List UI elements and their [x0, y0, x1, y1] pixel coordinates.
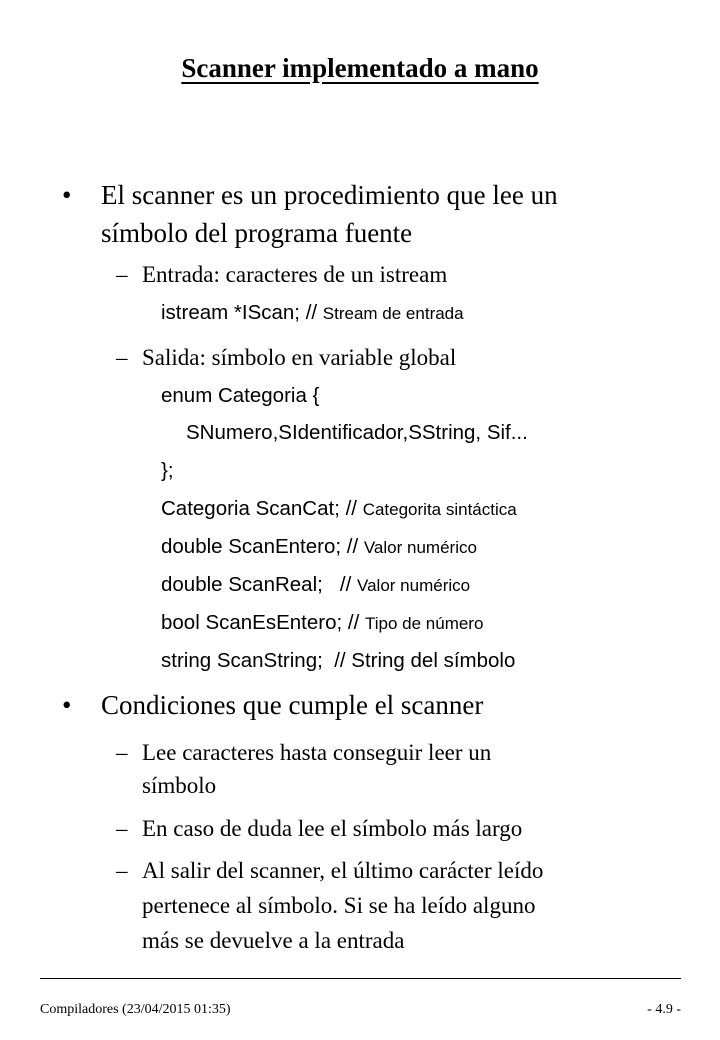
footer-left: Compiladores (23/04/2015 01:35): [40, 1002, 231, 1017]
code-text: bool ScanEsEntero; //: [161, 611, 365, 634]
code-comment: Stream de entrada: [322, 304, 464, 323]
decl-line: [161, 611, 483, 635]
code-text: double ScanEntero; //: [161, 535, 364, 558]
dash-marker: –: [116, 816, 128, 841]
code-comment: Valor numérico: [357, 576, 471, 595]
condition-1-line-2: símbolo: [142, 773, 217, 798]
code-text: Categoria ScanCat; //: [161, 497, 363, 520]
condition-2-line-1: En caso de duda lee el símbolo más largo: [142, 816, 523, 841]
salida-label: Salida: símbolo en variable global: [142, 345, 457, 370]
code-text: string ScanString; // String del símbolo: [161, 649, 516, 672]
code-comment: Tipo de número: [364, 614, 484, 633]
dash-marker: –: [116, 262, 128, 287]
footer-divider: [40, 978, 681, 979]
decl-line: [161, 573, 470, 597]
footer-page-number: - 4.9 -: [647, 1002, 681, 1017]
code-comment: Valor numérico: [363, 538, 477, 557]
code-comment: Categorita sintáctica: [362, 500, 517, 519]
bullet-marker: •: [62, 180, 72, 210]
enum-close-line: };: [161, 459, 174, 482]
decl-line: [161, 649, 515, 673]
dash-marker: –: [116, 858, 128, 883]
decl-line: [161, 497, 517, 521]
condition-3-line-1: Al salir del scanner, el último carácter leído: [142, 858, 544, 883]
code-text: double ScanReal; //: [161, 573, 358, 596]
page-title: Scanner implementado a mano: [181, 53, 539, 83]
entrada-code-line: [161, 301, 464, 325]
bullet-2-line-1: Condiciones que cumple el scanner: [101, 690, 484, 720]
condition-3-line-3: más se devuelve a la entrada: [142, 928, 405, 953]
bullet-marker: •: [62, 690, 72, 720]
bullet-1-line-2: símbolo del programa fuente: [101, 218, 413, 248]
enum-open-line: enum Categoria {: [161, 384, 320, 407]
code-text: istream *IScan; //: [161, 301, 323, 324]
condition-3-line-2: pertenece al símbolo. Si se ha leído alguno: [142, 893, 536, 918]
dash-marker: –: [116, 345, 128, 370]
bullet-1-line-1: El scanner es un procedimiento que lee un: [101, 180, 558, 210]
dash-marker: –: [116, 740, 128, 765]
decl-line: [161, 535, 477, 559]
condition-1-line-1: Lee caracteres hasta conseguir leer un: [142, 740, 492, 765]
enum-values-line: SNumero,SIdentificador,SString, Sif...: [186, 421, 528, 444]
entrada-label: Entrada: caracteres de un istream: [142, 262, 448, 287]
